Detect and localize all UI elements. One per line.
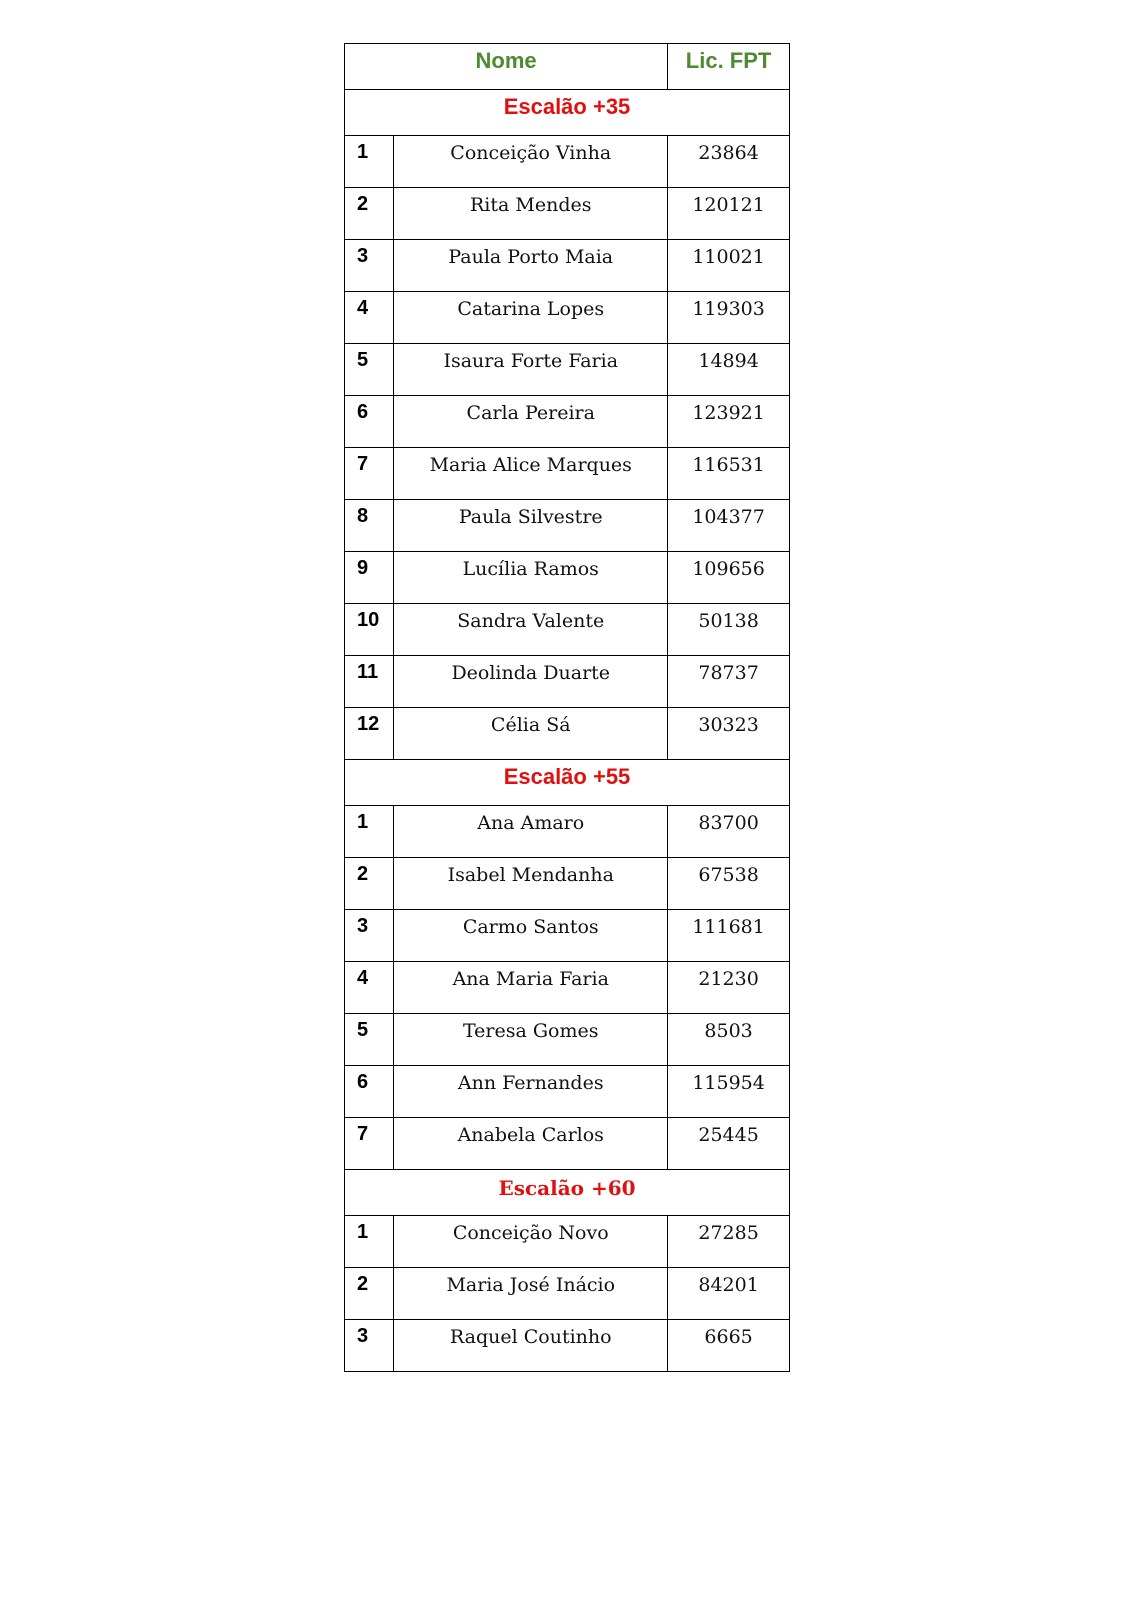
player-name: Ann Fernandes [394,1066,668,1118]
table-row [345,656,790,708]
player-name: Isabel Mendanha [394,858,668,910]
row-number: 1 [345,806,394,858]
player-name: Sandra Valente [394,604,668,656]
roster-table [344,43,790,1372]
license-number: 111681 [668,910,790,962]
player-name: Teresa Gomes [394,1014,668,1066]
row-number: 7 [345,1118,394,1170]
row-number: 12 [345,708,394,760]
table-row [345,858,790,910]
group-title: Escalão +60 [498,1176,636,1200]
license-number: 50138 [668,604,790,656]
player-name: Maria Alice Marques [394,448,668,500]
player-name: Lucília Ramos [394,552,668,604]
row-number: 2 [345,188,394,240]
row-number: 5 [345,344,394,396]
player-name: Catarina Lopes [394,292,668,344]
player-name: Conceição Novo [394,1216,668,1268]
license-number: 120121 [668,188,790,240]
row-number: 8 [345,500,394,552]
group-header-cell [345,760,790,806]
table-row [345,1216,790,1268]
row-number: 4 [345,292,394,344]
group-header-cell [345,90,790,136]
table-row [345,500,790,552]
row-number: 6 [345,1066,394,1118]
table-row [345,188,790,240]
group-title: Escalão +35 [503,94,631,119]
group-header-cell [345,1170,790,1216]
license-number: 109656 [668,552,790,604]
player-name: Raquel Coutinho [394,1320,668,1372]
table-row [345,1118,790,1170]
license-number: 30323 [668,708,790,760]
table-row [345,1066,790,1118]
table-row [345,136,790,188]
player-name: Conceição Vinha [394,136,668,188]
row-number: 3 [345,240,394,292]
header-name-label: Nome [475,48,537,73]
row-number: 3 [345,1320,394,1372]
roster-body [345,44,790,1372]
player-name: Rita Mendes [394,188,668,240]
player-name: Paula Porto Maia [394,240,668,292]
license-number: 110021 [668,240,790,292]
player-name: Carla Pereira [394,396,668,448]
license-number: 84201 [668,1268,790,1320]
group-title: Escalão +55 [503,764,631,789]
row-number: 10 [345,604,394,656]
row-number: 2 [345,858,394,910]
header-lic-cell [668,44,790,90]
license-number: 8503 [668,1014,790,1066]
row-number: 1 [345,136,394,188]
license-number: 27285 [668,1216,790,1268]
table-row [345,806,790,858]
row-number: 6 [345,396,394,448]
player-name: Paula Silvestre [394,500,668,552]
group-header-row [345,760,790,806]
table-row [345,962,790,1014]
table-row [345,292,790,344]
license-number: 119303 [668,292,790,344]
player-name: Carmo Santos [394,910,668,962]
player-name: Anabela Carlos [394,1118,668,1170]
row-number: 11 [345,656,394,708]
table-row [345,708,790,760]
header-row [345,44,790,90]
row-number: 3 [345,910,394,962]
player-name: Ana Amaro [394,806,668,858]
table-row [345,1268,790,1320]
license-number: 14894 [668,344,790,396]
table-row [345,344,790,396]
license-number: 83700 [668,806,790,858]
row-number: 2 [345,1268,394,1320]
license-number: 67538 [668,858,790,910]
license-number: 21230 [668,962,790,1014]
table-row [345,1320,790,1372]
table-row [345,1014,790,1066]
player-name: Célia Sá [394,708,668,760]
table-row [345,396,790,448]
license-number: 123921 [668,396,790,448]
player-name: Isaura Forte Faria [394,344,668,396]
header-name-cell [345,44,668,90]
table-row [345,240,790,292]
row-number: 1 [345,1216,394,1268]
row-number: 9 [345,552,394,604]
group-header-row [345,1170,790,1216]
player-name: Ana Maria Faria [394,962,668,1014]
player-name: Deolinda Duarte [394,656,668,708]
group-header-row [345,90,790,136]
row-number: 7 [345,448,394,500]
table-row [345,448,790,500]
license-number: 23864 [668,136,790,188]
license-number: 6665 [668,1320,790,1372]
license-number: 78737 [668,656,790,708]
header-lic-label: Lic. FPT [685,48,772,73]
table-row [345,910,790,962]
license-number: 116531 [668,448,790,500]
table-row [345,604,790,656]
license-number: 115954 [668,1066,790,1118]
row-number: 4 [345,962,394,1014]
row-number: 5 [345,1014,394,1066]
license-number: 25445 [668,1118,790,1170]
table-row [345,552,790,604]
license-number: 104377 [668,500,790,552]
player-name: Maria José Inácio [394,1268,668,1320]
